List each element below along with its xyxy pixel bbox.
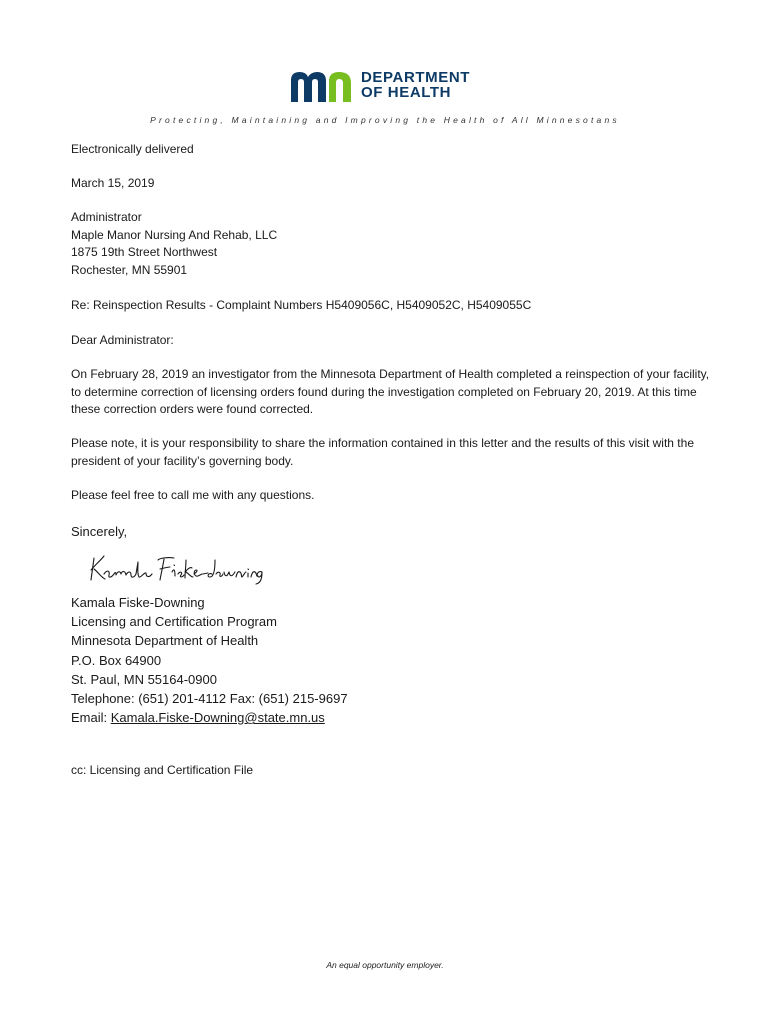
paragraph-2: Please note, it is your responsibility to share the information contained in this letter and the results of this visit with the president of your facility’s governing body. <box>71 436 694 468</box>
paragraph-1: On February 28, 2019 an investigator from the Minnesota Department of Health completed a reinspection of your facility, to determine correction of licensing orders found during the investigation completed on February 20, 2019. At this time these correction orders were found corrected. <box>71 367 710 416</box>
sender-city-state-zip: St. Paul, MN 55164-0900 <box>71 671 217 687</box>
handwritten-signature <box>88 550 263 586</box>
mdh-logo <box>289 68 489 104</box>
subject-line: Re: Reinspection Results - Complaint Numbers H5409056C, H5409052C, H5409055C <box>71 298 532 312</box>
recipient-city-state-zip: Rochester, MN 55901 <box>71 262 188 277</box>
logo-text-of-health: OF HEALTH <box>361 84 452 101</box>
recipient-address <box>71 209 711 279</box>
recipient-title: Administrator <box>71 210 142 224</box>
closing: Sincerely, <box>71 524 128 539</box>
logo-wordmark <box>361 70 470 100</box>
paragraph-3: Please feel free to call me with any questions. <box>71 488 315 502</box>
salutation: Dear Administrator: <box>71 333 174 347</box>
email-label: Email: <box>71 710 111 726</box>
sender-phone-fax: Telephone: (651) 201-4112 Fax: (651) 215-9697 <box>71 690 348 706</box>
cc-line: cc: Licensing and Certification File <box>71 763 254 777</box>
sender-program: Licensing and Certification Program <box>71 614 277 630</box>
delivery-method: Electronically delivered <box>71 142 194 156</box>
sender-block <box>71 593 571 727</box>
email-link[interactable]: Kamala.Fiske-Downing@state.mn.us <box>110 710 325 726</box>
letter-date: March 15, 2019 <box>71 176 155 190</box>
tagline: Protecting, Maintaining and Improving the Health of All Minnesotans <box>150 115 620 125</box>
recipient-street: 1875 19th Street Northwest <box>71 245 218 259</box>
sender-department: Minnesota Department of Health <box>71 633 259 649</box>
sender-email-line <box>71 708 571 727</box>
sender-po-box: P.O. Box 64900 <box>71 652 162 668</box>
sender-name: Kamala Fiske-Downing <box>71 595 205 610</box>
mn-logo-mark-icon <box>289 70 355 102</box>
footer-eoe: An equal opportunity employer. <box>326 960 444 970</box>
logo-text-department: DEPARTMENT <box>361 69 471 86</box>
recipient-organization: Maple Manor Nursing And Rehab, LLC <box>71 227 278 242</box>
